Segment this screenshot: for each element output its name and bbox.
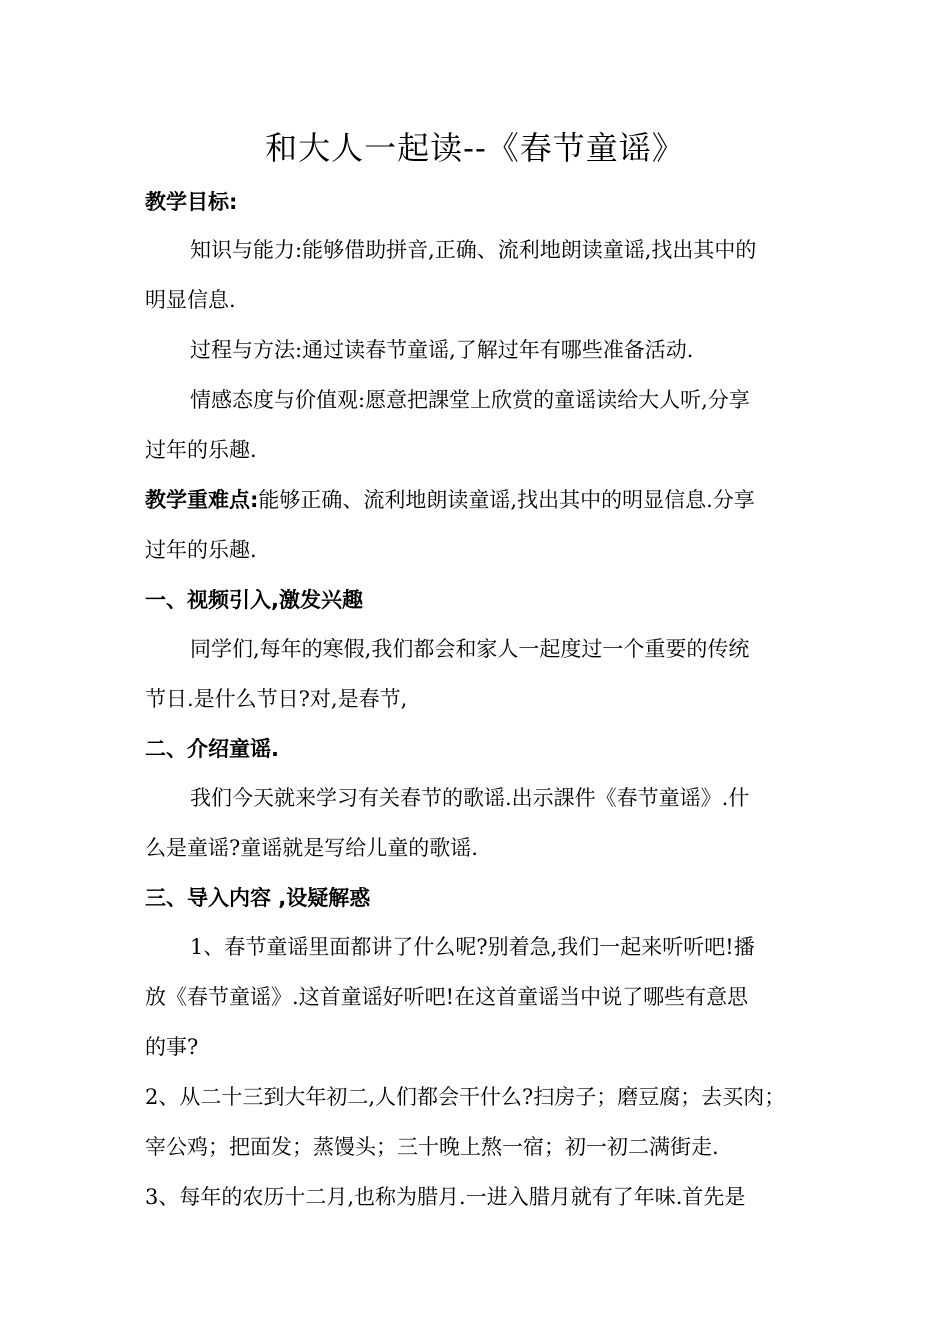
item1-line-3: 的事? — [145, 1035, 199, 1059]
objectives-heading: 教学目标: — [145, 190, 238, 214]
key-points-text: 能够正确、流利地朗读童谣,找出其中的明显信息.分享 — [258, 488, 755, 512]
key-points-line-1 — [145, 485, 755, 515]
section1-paragraph-line-1: 同学们,每年的寒假,我们都会和家人一起度过一个重要的传统 — [190, 637, 750, 661]
section1-heading: 一、视频引入,激发兴趣 — [145, 588, 363, 612]
key-points-line-2: 过年的乐趣. — [145, 538, 257, 562]
objective-process: 过程与方法:通过读春节童谣,了解过年有哪些准备活动. — [190, 338, 694, 362]
objective-knowledge-line-2: 明显信息. — [145, 288, 236, 312]
item3-line-1: 3、每年的农历十二月,也称为腊月.一进入腊月就有了年味.首先是 — [145, 1185, 746, 1209]
objective-emotion-line-2: 过年的乐趣. — [145, 438, 257, 462]
document-title: 和大人一起读--《春节童谣》 — [265, 129, 685, 167]
section2-heading: 二、介绍童谣. — [145, 737, 279, 761]
section1-paragraph-line-2: 节日.是什么节日?对,是春节, — [145, 687, 408, 711]
item1-line-2: 放《春节童谣》.这首童谣好听吧!在这首童谣当中说了哪些有意思 — [145, 985, 749, 1009]
item2-line-2: 宰公鸡；把面发；蒸馒头；三十晚上熬一宿；初一初二满街走. — [145, 1135, 719, 1159]
objective-emotion-line-1: 情感态度与价值观:愿意把課堂上欣赏的童谣读给大人听,分享 — [190, 388, 750, 412]
section3-heading: 三、导入内容 ,设疑解惑 — [145, 886, 371, 910]
objective-knowledge-line-1: 知识与能力:能够借助拼音,正确、流利地朗读童谣,找出其中的 — [190, 238, 757, 262]
item2-line-1: 2、从二十三到大年初二,人们都会干什么?扫房子；磨豆腐；去买肉； — [145, 1085, 786, 1109]
key-points-label: 教学重难点: — [145, 488, 259, 512]
item1-line-1: 1、春节童谣里面都讲了什么呢?别着急,我们一起来听听吧!播 — [190, 935, 755, 959]
section2-paragraph-line-1: 我们今天就来学习有关春节的歌谣.出示課件《春节童谣》.什 — [190, 786, 750, 810]
section2-paragraph-line-2: 么是童谣?童谣就是写给儿童的歌谣. — [145, 836, 478, 860]
